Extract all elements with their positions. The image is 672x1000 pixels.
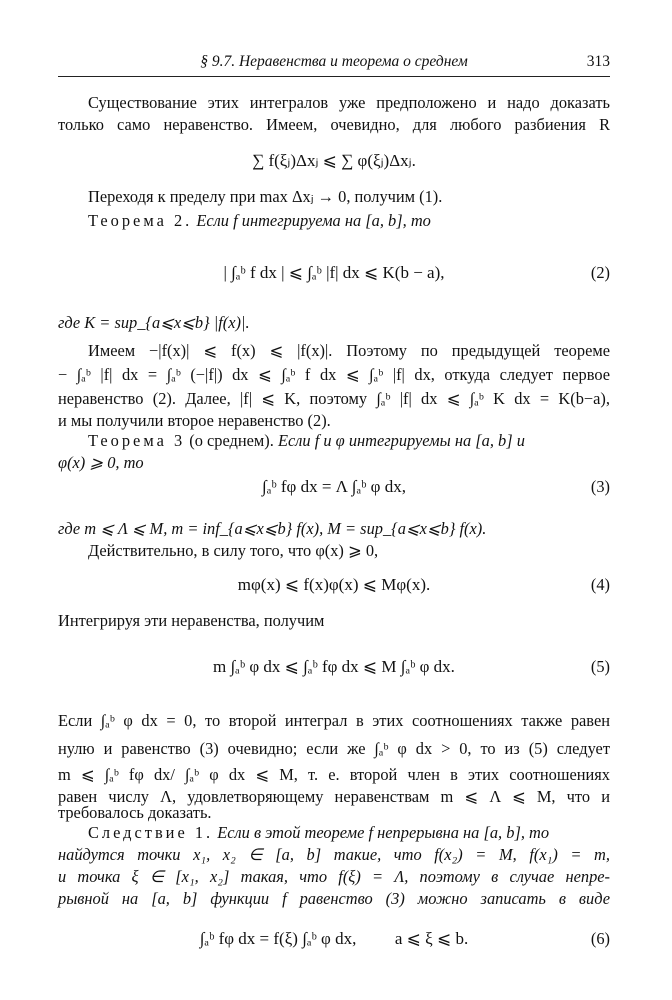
text-line: Переходя к пределу при max Δxⱼ → 0, получим (1). — [88, 187, 443, 206]
page-number: 313 — [586, 53, 610, 70]
equation-condition: a ⩽ ξ ⩽ b. — [394, 929, 469, 948]
display-equation: ∑ f(ξⱼ)Δxⱼ ⩽ ∑ φ(ξⱼ)Δxⱼ. — [252, 151, 416, 170]
text-line: только само неравенство. Имеем, очевидно, для любого разбиения R — [58, 115, 610, 134]
theorem-statement: Если f и φ интегрируемы на [a, b] и — [277, 431, 525, 450]
display-equation: mφ(x) ⩽ f(x)φ(x) ⩽ Mφ(x). — [237, 575, 431, 594]
display-equation: ∫ₐᵇ fφ dx = Λ ∫ₐᵇ φ dx, — [262, 477, 406, 496]
text-line: найдутся точки x₁, x₂ ∈ [a, b] такие, что f(x₂) = M, f(x₁) = m, — [58, 845, 610, 864]
text-line: Интегрируя эти неравенства, получим — [58, 611, 325, 630]
display-equation: | ∫ₐᵇ f dx | ⩽ ∫ₐᵇ |f| dx ⩽ K(b − a), — [223, 263, 445, 282]
corollary-label: Следствие 1. — [88, 823, 214, 842]
theorem-subtitle: (о среднем). — [189, 431, 274, 450]
corollary-line — [88, 822, 610, 844]
text-line: φ(x) ⩾ 0, то — [58, 453, 144, 472]
text-line: Действительно, в силу того, что φ(x) ⩾ 0, — [88, 541, 379, 560]
equation-number: (4) — [590, 575, 610, 594]
equation-number: (2) — [590, 263, 610, 282]
text-line: Если ∫ₐᵇ φ dx = 0, то второй интеграл в этих соотношениях также равен — [58, 711, 610, 730]
equation-number: (5) — [590, 657, 610, 676]
text-line: неравенство (2). Далее, |f| ⩽ K, поэтому ∫ₐᵇ |f| dx ⩽ ∫ₐᵇ K dx = K(b−a), — [58, 389, 610, 408]
text-line: m ⩽ ∫ₐᵇ fφ dx/ ∫ₐᵇ φ dx ⩽ M, т. е. второй член в этих соотношениях — [58, 765, 610, 784]
display-equation — [58, 928, 610, 950]
section-title: § 9.7. Неравенства и теорема о среднем — [200, 53, 468, 70]
text-line: где m ⩽ Λ ⩽ M, m = inf_{a⩽x⩽b} f(x), M = sup_{a⩽x⩽b} f(x). — [58, 519, 487, 538]
text-line: Имеем −|f(x)| ⩽ f(x) ⩽ |f(x)|. Поэтому по предыдущей теореме — [88, 341, 610, 360]
text-line: и мы получили второе неравенство (2). — [58, 411, 331, 430]
theorem-line — [88, 210, 610, 232]
text-line: и точка ξ ∈ [x₁, x₂] такая, что f(ξ) = Λ, поэтому в случае непре- — [58, 867, 610, 886]
equation-number: (6) — [590, 929, 610, 948]
equation-main: ∫ₐᵇ fφ dx = f(ξ) ∫ₐᵇ φ dx, — [199, 929, 357, 948]
running-header — [58, 52, 610, 77]
theorem-statement: Если f интегрируема на [a, b], то — [196, 211, 431, 230]
display-equation: m ∫ₐᵇ φ dx ⩽ ∫ₐᵇ fφ dx ⩽ M ∫ₐᵇ φ dx. — [213, 657, 455, 676]
text-line: Существование этих интегралов уже предположено и надо доказать — [88, 93, 610, 112]
text-line: нулю и равенство (3) очевидно; если же ∫ₐᵇ φ dx > 0, то из (5) следует — [58, 739, 610, 758]
text-line: равен числу Λ, удовлетворяющему неравенствам m ⩽ Λ ⩽ M, что и — [58, 787, 610, 806]
theorem-label: Теорема 2. — [88, 211, 193, 230]
text-line: где K = sup_{a⩽x⩽b} |f(x)|. — [58, 313, 250, 332]
text-line: − ∫ₐᵇ |f| dx = ∫ₐᵇ (−|f|) dx ⩽ ∫ₐᵇ f dx ⩽ ∫ₐᵇ |f| dx, откуда следует первое — [58, 365, 610, 384]
text-line: требовалось доказать. — [58, 803, 212, 822]
theorem-line — [88, 430, 610, 452]
equation-number: (3) — [590, 477, 610, 496]
corollary-statement: Если в этой теореме f непрерывна на [a, b], то — [217, 823, 550, 842]
theorem-label: Теорема 3 — [88, 431, 186, 450]
text-line: рывной на [a, b] функции f равенство (3) можно записать в виде — [58, 889, 610, 908]
